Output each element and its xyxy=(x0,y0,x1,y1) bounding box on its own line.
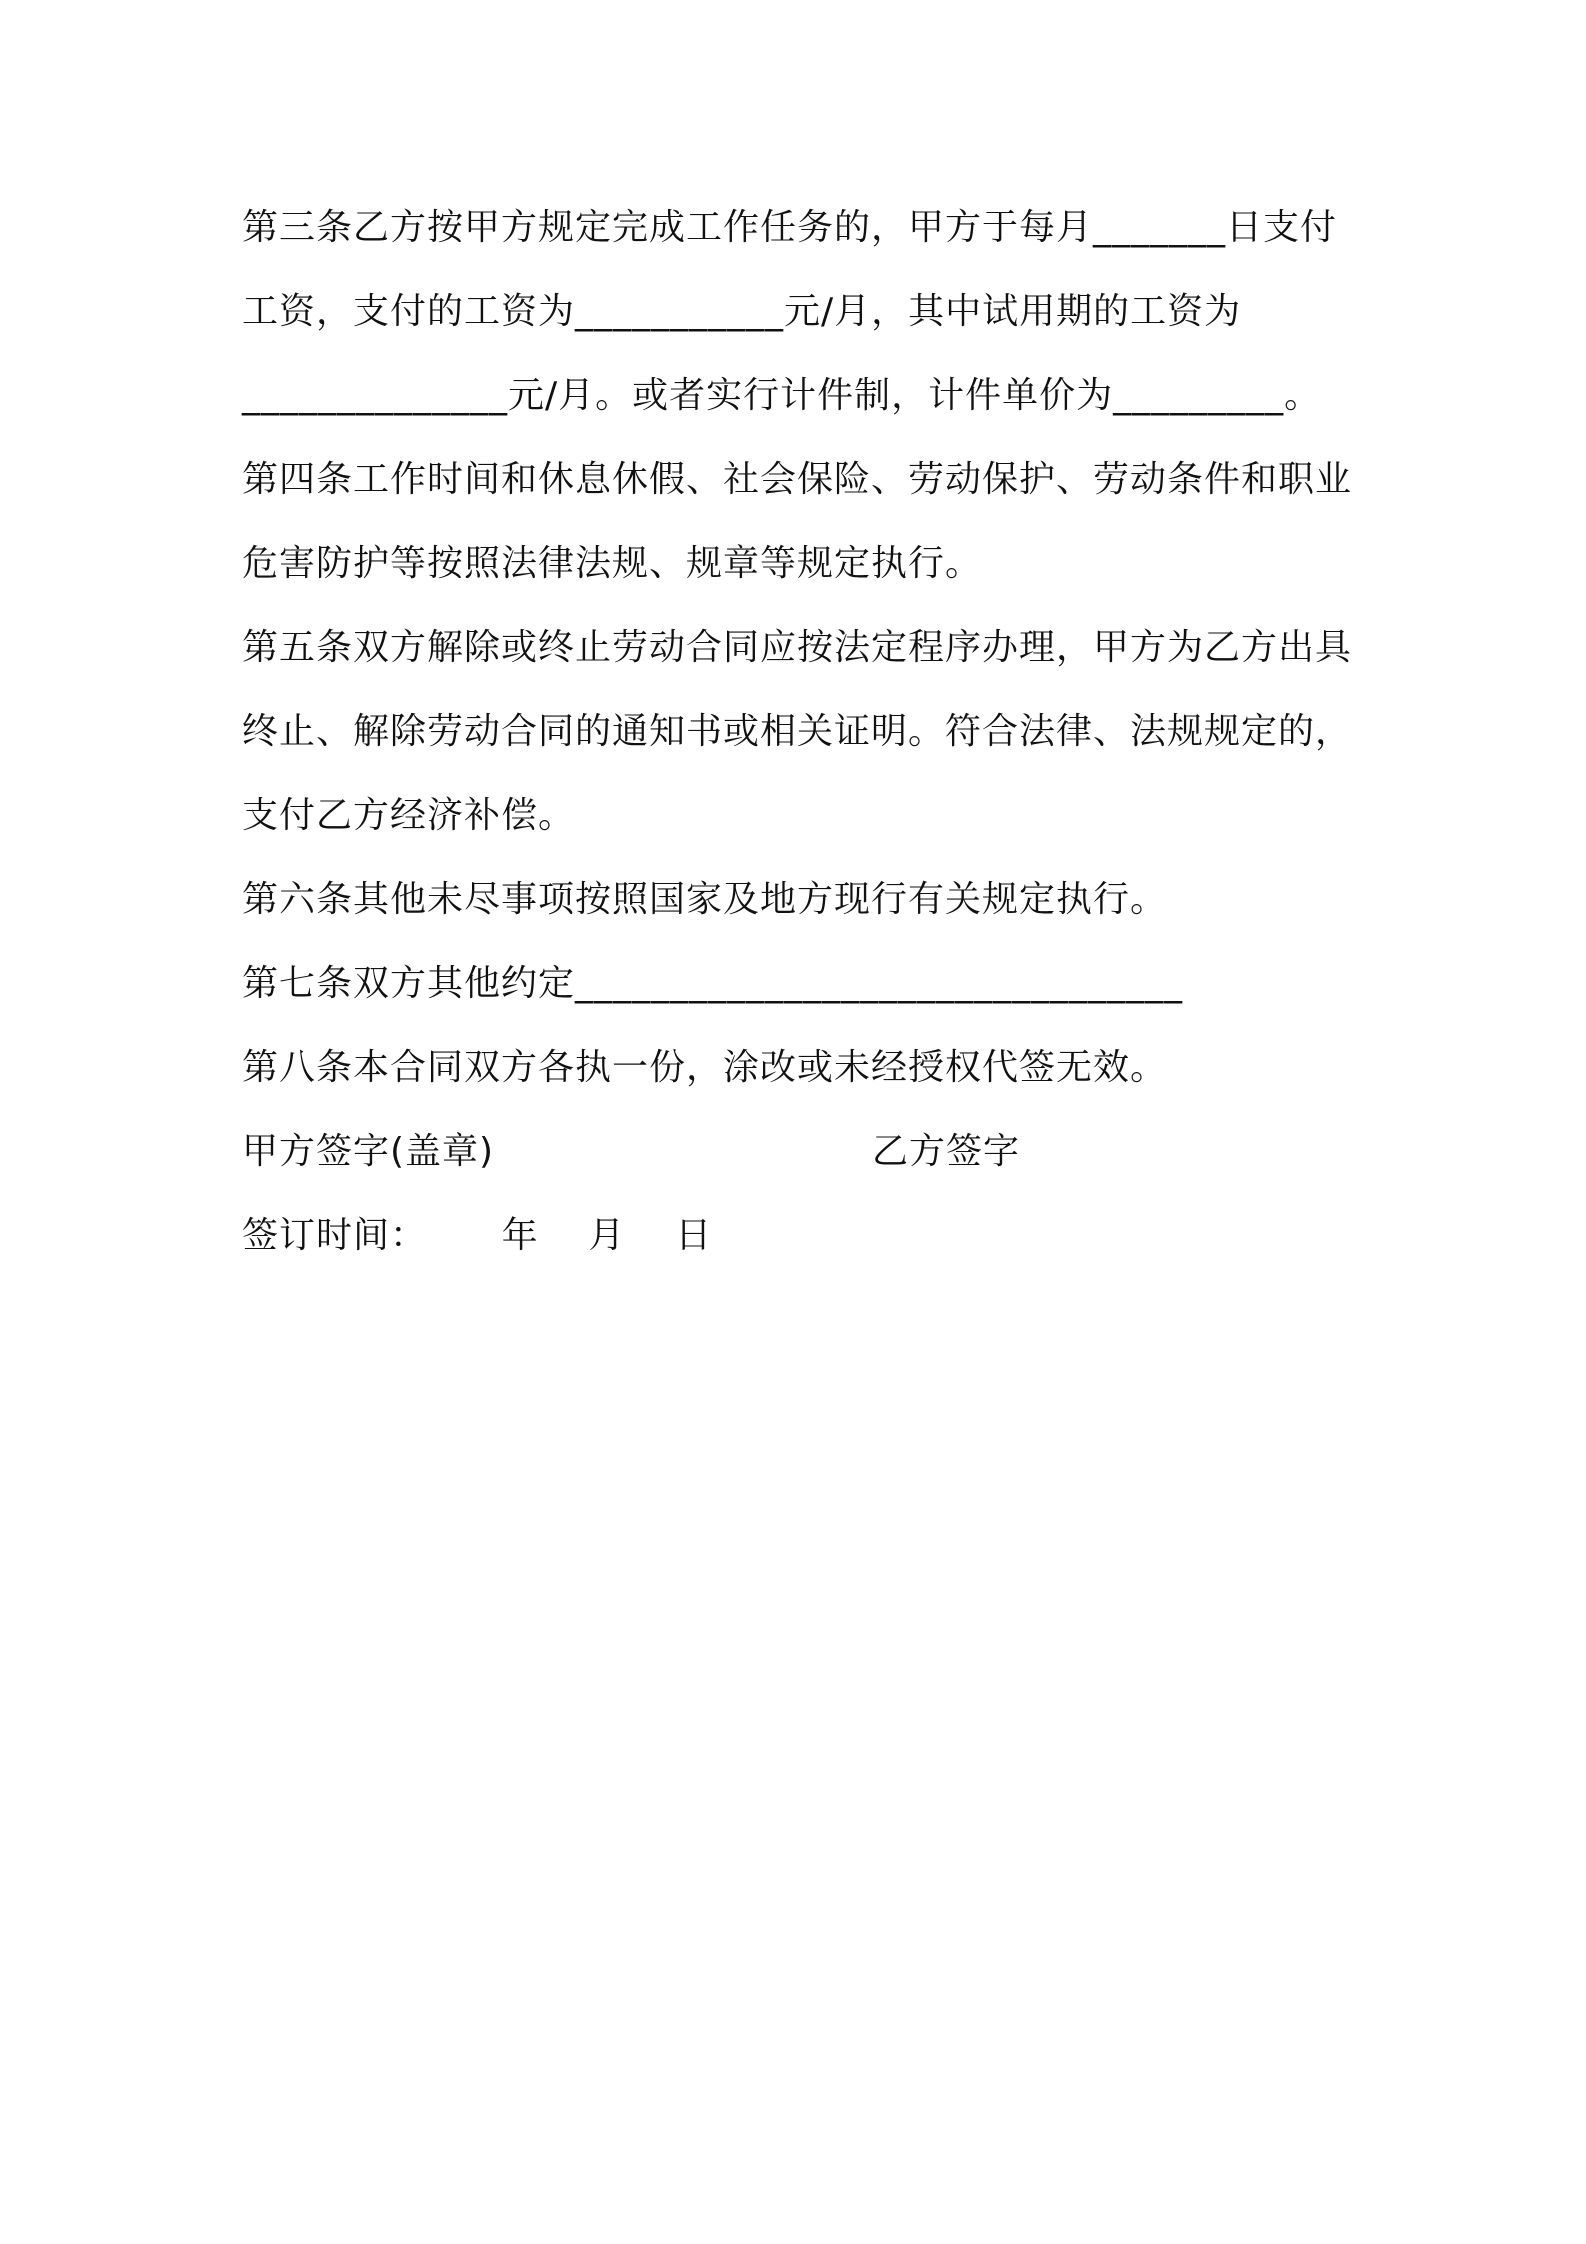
article-4-line-1: 第四条工作时间和休息休假、社会保险、劳动保护、劳动条件和职业 xyxy=(242,459,1353,500)
article-3-line-1: 第三条乙方按甲方规定完成工作任务的，甲方于每月_______日支付 xyxy=(242,207,1338,248)
article-6: 第六条其他未尽事项按照国家及地方现行有关规定执行。 xyxy=(242,879,1168,920)
article-7: 第七条双方其他约定________________________________ xyxy=(242,963,1184,1004)
article-3-line-2: 工资，支付的工资为___________元/月，其中试用期的工资为 xyxy=(242,291,1242,332)
article-8: 第八条本合同双方各执一份，涂改或未经授权代签无效。 xyxy=(242,1047,1168,1088)
article-5-line-2: 终止、解除劳动合同的通知书或相关证明。符合法律、法规规定的， xyxy=(242,711,1353,752)
signing-date-line: 签订时间： 年 月 日 xyxy=(242,1215,713,1256)
party-b-signature-label: 乙方签字 xyxy=(872,1131,1021,1172)
article-5-line-1: 第五条双方解除或终止劳动合同应按法定程序办理，甲方为乙方出具 xyxy=(242,627,1353,668)
article-4-line-2: 危害防护等按照法律法规、规章等规定执行。 xyxy=(242,543,983,584)
article-5-line-3: 支付乙方经济补偿。 xyxy=(242,795,576,836)
article-3-line-3: ______________元/月。或者实行计件制，计件单价为_________。 xyxy=(242,375,1322,416)
party-a-signature-label: 甲方签字(盖章) xyxy=(242,1131,495,1172)
